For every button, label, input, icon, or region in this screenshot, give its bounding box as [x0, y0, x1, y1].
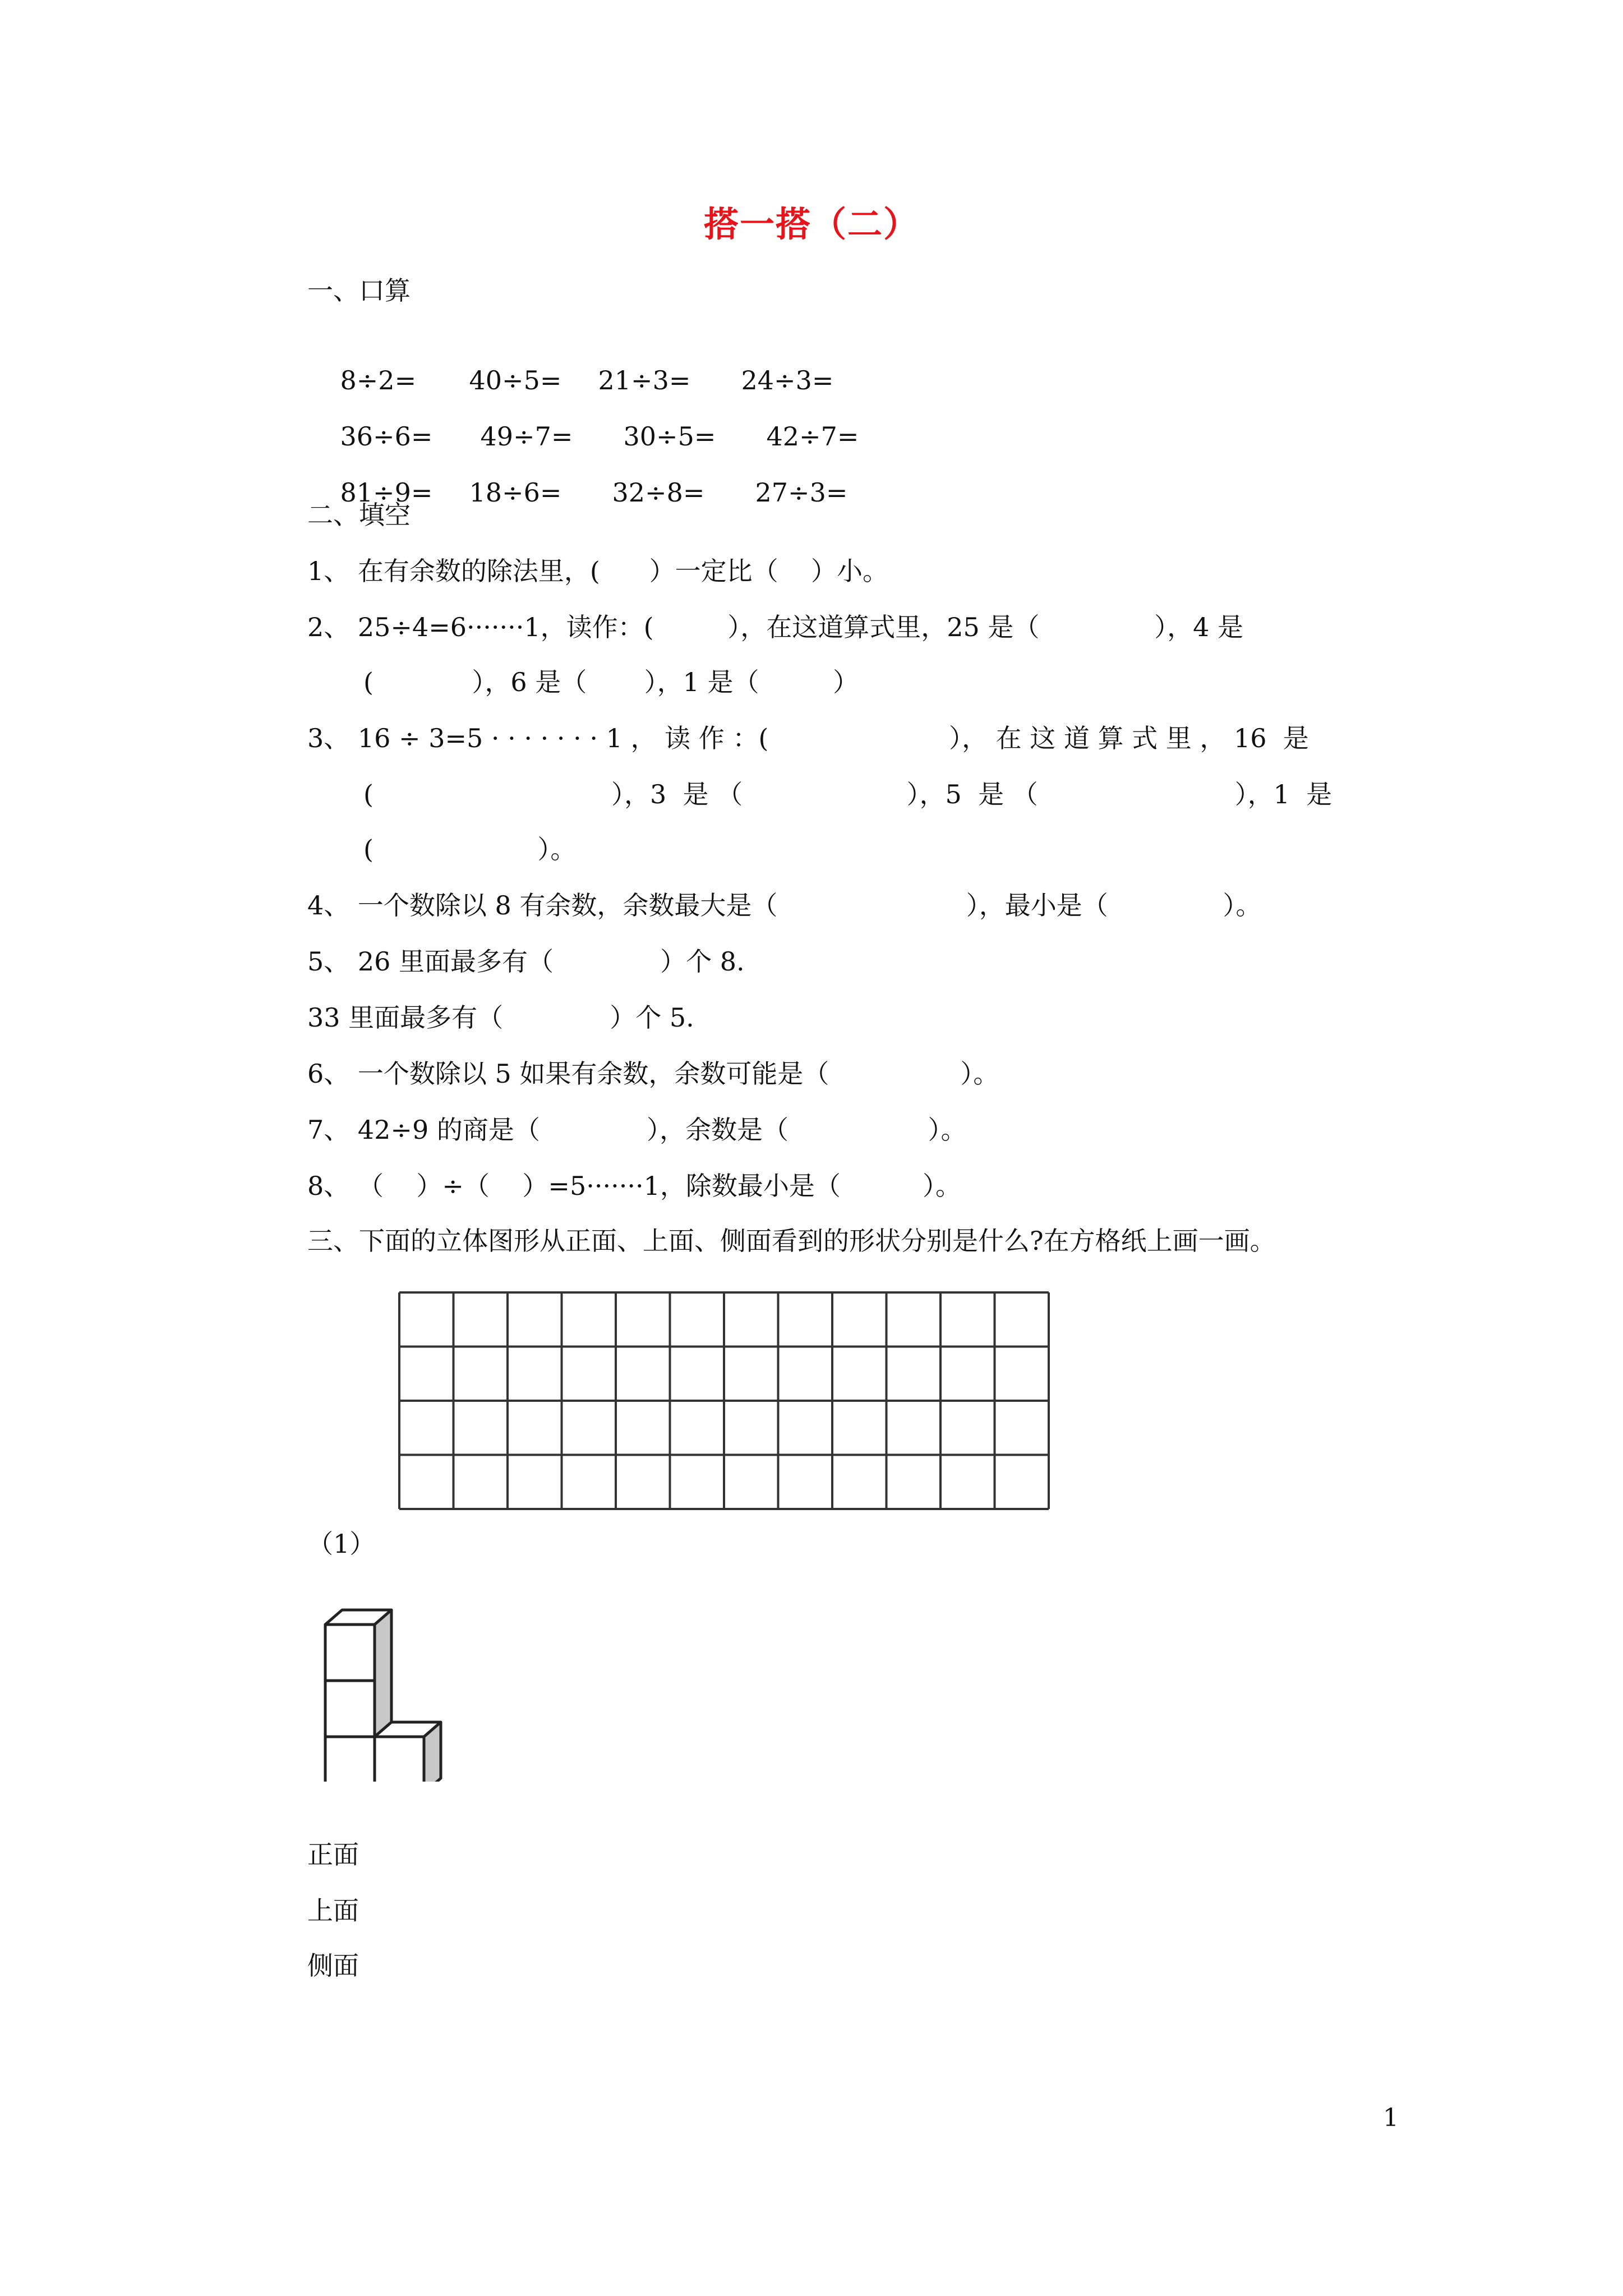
question-7: 7、 42÷9 的商是（ ），余数是（ ）。	[307, 1115, 967, 1145]
calc-item: 36÷6=	[340, 421, 433, 452]
cube-figure	[320, 1591, 454, 1782]
question-6: 6、 一个数除以 5 如果有余数，余数可能是（ ）。	[307, 1059, 999, 1089]
question-1: 1、 在有余数的除法里，( ）一定比（ ）小。	[307, 556, 889, 586]
calc-item: 18÷6=	[469, 477, 562, 508]
calc-item: 32÷8=	[612, 477, 705, 508]
calc-item: 27÷3=	[755, 477, 848, 508]
question-3-line-3: ( ）。	[363, 834, 577, 864]
calc-item: 81÷9=	[340, 477, 433, 508]
cube-front-face	[325, 1737, 375, 1782]
calc-item: 30÷5=	[623, 421, 716, 452]
question-5-line-2: 33 里面最多有（ ）个 5.	[307, 1002, 694, 1033]
question-5-line-1: 5、 26 里面最多有（ ）个 8.	[307, 946, 745, 977]
calc-item: 21÷3=	[598, 365, 691, 395]
cube-front-face	[325, 1681, 375, 1737]
view-label-side: 侧面	[307, 1950, 359, 1981]
section-3-heading: 三、下面的立体图形从正面、上面、侧面看到的形状分别是什么?在方格纸上画一画。	[307, 1226, 1276, 1256]
view-label-top: 上面	[307, 1895, 359, 1926]
section-2-heading: 二、填空	[307, 500, 411, 530]
page-title: 搭一搭（二）	[703, 204, 919, 245]
calc-item: 42÷7=	[766, 421, 859, 452]
calc-item: 24÷3=	[741, 365, 834, 395]
page-number: 1	[1383, 2104, 1399, 2132]
calc-item: 49÷7=	[480, 421, 573, 452]
cube-front-face	[375, 1737, 424, 1782]
question-2-line-2: ( ），6 是（ ），1 是（ ）	[363, 667, 859, 697]
question-3-line-1: 3、 16 ÷ 3=5 · · · · · · · 1 ， 读 作 ：( ）， 在 这 道 算 式 里 ， 16 是	[307, 723, 1309, 753]
figure-label: （1）	[307, 1529, 376, 1559]
section-1-heading: 一、口算	[307, 275, 411, 306]
square-grid-paper	[398, 1291, 1050, 1521]
question-2-line-1: 2、 25÷4=6·······1，读作：( ），在这道算式里，25 是（ ），4 是	[307, 612, 1243, 642]
view-label-front: 正面	[307, 1839, 359, 1870]
calc-item: 40÷5=	[469, 365, 562, 395]
question-8: 8、 （ ）÷（ ）=5·······1，除数最小是（ ）。	[307, 1171, 962, 1201]
calc-item: 8÷2=	[340, 365, 417, 395]
cube-front-face	[325, 1625, 375, 1681]
column-side-face	[375, 1610, 391, 1737]
question-3-line-2: ( ），3 是 （ ），5 是 （ ），1 是	[363, 779, 1332, 809]
question-4: 4、 一个数除以 8 有余数，余数最大是（ ），最小是（ ）。	[307, 890, 1262, 921]
